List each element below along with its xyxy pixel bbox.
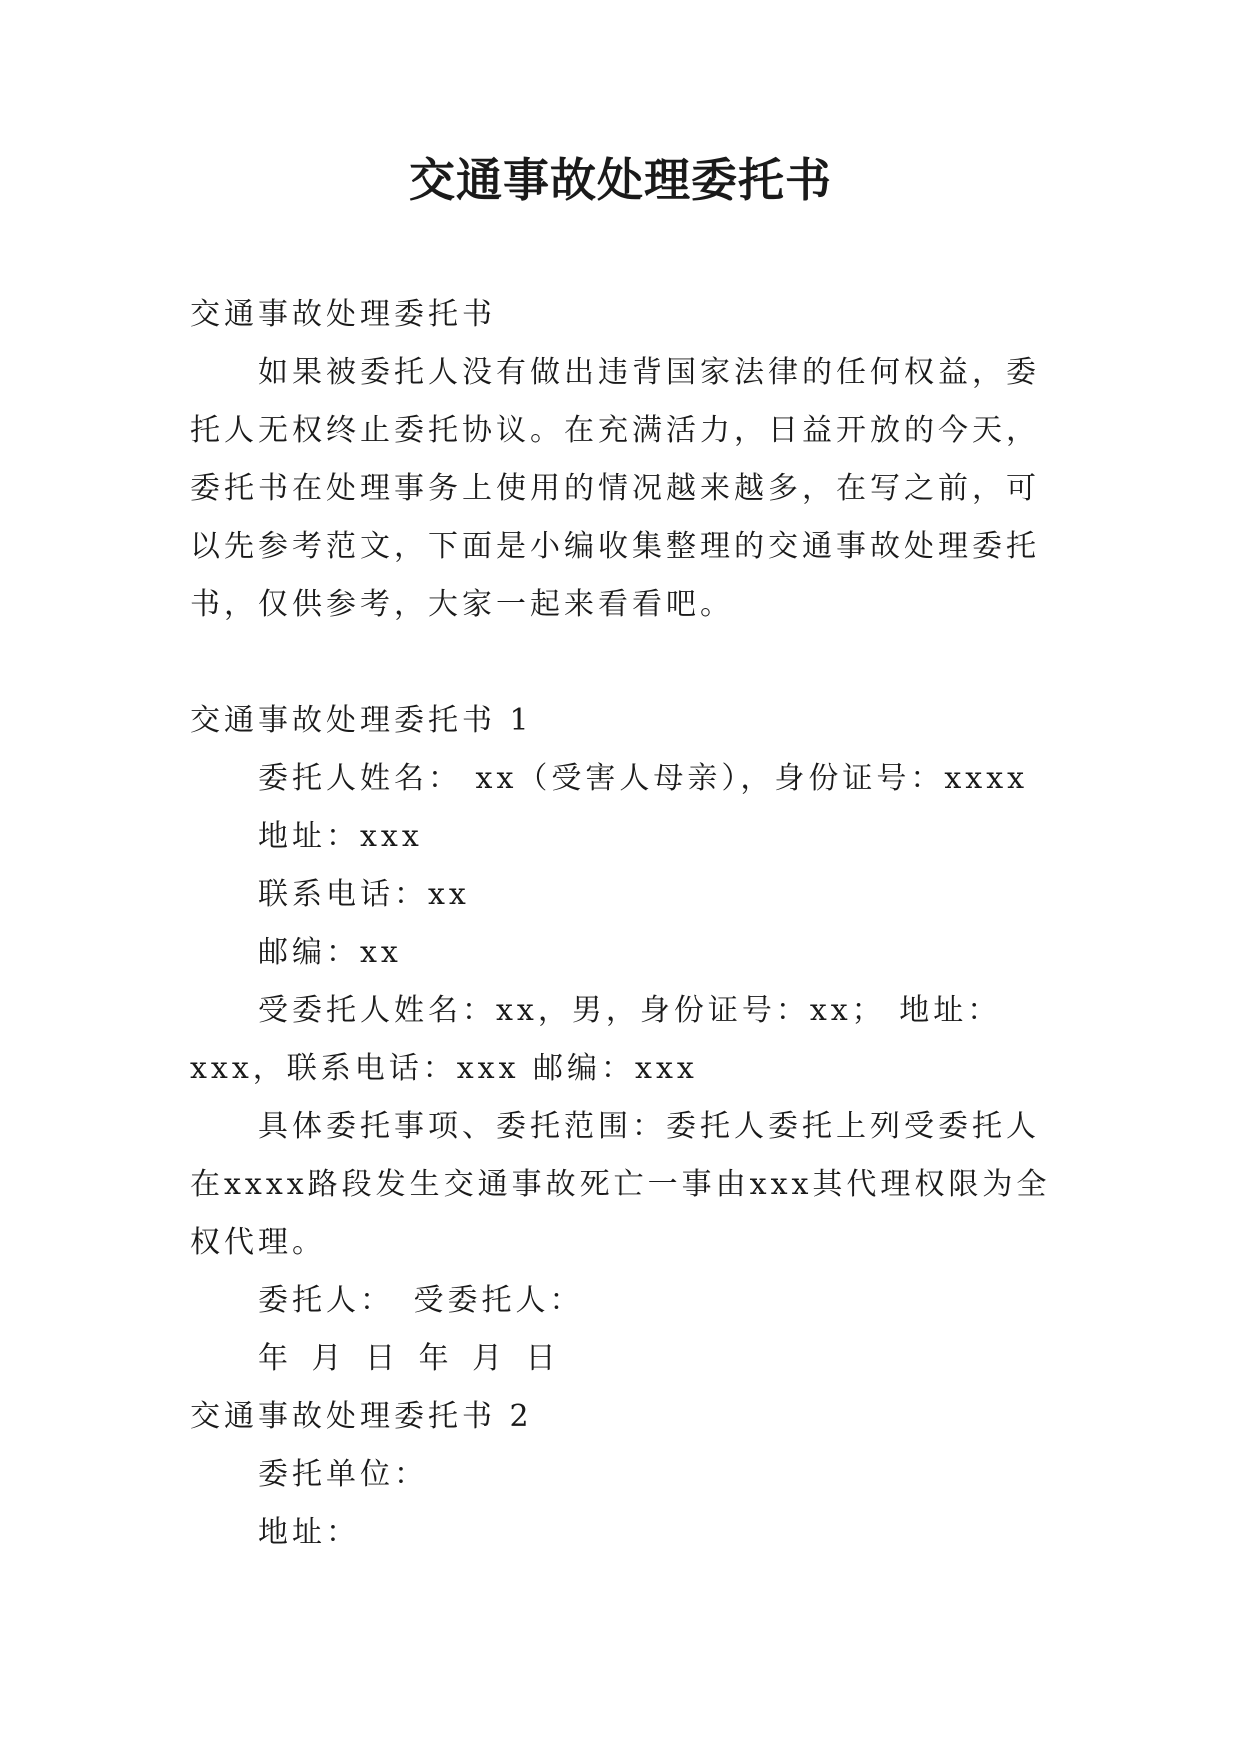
section-2-heading: 交通事故处理委托书 2	[190, 1399, 533, 1434]
intro-paragraph: 如果被委托人没有做出违背国家法律的任何权益，委托人无权终止委托协议。在充满活力，日益开放的今天，委托书在处理事务上使用的情况越来越多，在写之前，可以先参考范文，下面是小编收集整理的交通事故处理委托书，仅供参考，大家一起来看看吧。	[190, 355, 1040, 622]
section-1-heading: 交通事故处理委托书 1	[190, 703, 533, 738]
section-1-postcode: 邮编：xx	[258, 935, 402, 970]
section-2-address: 地址：	[258, 1515, 360, 1550]
section-1-address: 地址：xxx	[258, 819, 423, 854]
section-1-signatures: 委托人： 受委托人：	[258, 1283, 584, 1318]
section-2-unit: 委托单位：	[258, 1457, 428, 1492]
document-body	[190, 286, 1070, 1562]
section-1-client: 委托人姓名： xx（受害人母亲），身份证号：xxxx	[258, 761, 1029, 796]
document-title: 交通事故处理委托书	[409, 153, 832, 207]
section-1-agent: 受委托人姓名：xx，男，身份证号：xx； 地址：xxx，联系电话：xxx 邮编：xxx	[190, 993, 1002, 1086]
intro-heading: 交通事故处理委托书	[190, 297, 496, 332]
section-1-phone: 联系电话：xx	[258, 877, 470, 912]
section-1-scope: 具体委托事项、委托范围：委托人委托上列受委托人在xxxx路段发生交通事故死亡一事由xxx其代理权限为全权代理。	[190, 1109, 1051, 1260]
section-1-dates: 年 月 日 年 月 日	[258, 1341, 560, 1376]
paragraph-spacer	[190, 634, 1070, 692]
